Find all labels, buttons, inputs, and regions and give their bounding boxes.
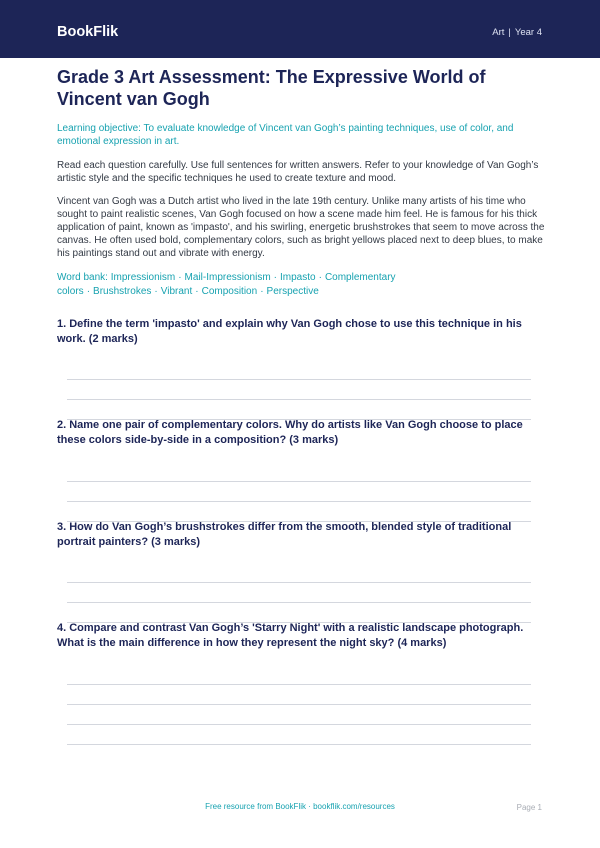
breadcrumb-separator: |: [508, 27, 511, 38]
word-bank-item: Impressionism: [110, 272, 176, 283]
word-bank-item: Perspective: [266, 286, 319, 297]
page-number: Page 1: [516, 803, 542, 812]
question-1: [57, 317, 543, 346]
answer-line[interactable]: [67, 481, 531, 482]
word-bank-separator: ·: [260, 286, 264, 297]
answer-line[interactable]: [67, 602, 531, 603]
word-bank-separator: ·: [154, 286, 158, 297]
word-bank-item: Brushstrokes: [93, 286, 152, 297]
word-bank-item: Impasto: [280, 272, 316, 283]
word-bank: [57, 271, 547, 299]
answer-line[interactable]: [67, 399, 531, 400]
question-number: 1.: [57, 318, 67, 330]
question-3: [57, 520, 543, 549]
footer-link[interactable]: Free resource from BookFlik · bookflik.com/resources: [205, 802, 395, 811]
answer-line[interactable]: [67, 379, 531, 380]
word-bank-separator: ·: [178, 272, 182, 283]
answer-line[interactable]: [67, 744, 531, 745]
question-text: Define the term 'impasto' and explain why Van Gogh chose to use this technique in his work. (2 marks): [57, 318, 522, 345]
word-bank-item: Vibrant: [160, 286, 193, 297]
header-bar: [0, 0, 600, 58]
answer-line[interactable]: [67, 501, 531, 502]
passage-paragraph: Vincent van Gogh was a Dutch artist who lived in the late 19th century. Unlike many artists of his time who sought to paint realistic scenes, Van Gogh focused on how a scene made him feel. He is famous for his thick application of paint, known as 'impasto', and his swirling, energetic brushstrokes that seem to move across the canvas. He often used bold, complementary colors, such as bright yellows placed next to deep blues, to make his paintings stand out and vibrate with energy.: [57, 196, 545, 259]
word-bank-separator: ·: [86, 286, 91, 297]
answer-line[interactable]: [67, 704, 531, 705]
page-title: Grade 3 Art Assessment: The Expressive World of Vincent van Gogh: [57, 67, 486, 109]
question-text: Name one pair of complementary colors. Why do artists like Van Gogh choose to place these colors side-by-side in a composition? (3 marks): [57, 419, 523, 446]
answer-line[interactable]: [67, 724, 531, 725]
question-number: 4.: [57, 622, 67, 634]
question-number: 2.: [57, 419, 67, 431]
answer-line[interactable]: [67, 684, 531, 685]
word-bank-label: Word bank:: [57, 272, 108, 283]
word-bank-item: Composition: [201, 286, 258, 297]
word-bank-separator: ·: [195, 286, 199, 297]
question-number: 3.: [57, 521, 67, 533]
year-label: Year 4: [514, 27, 542, 38]
question-text: Compare and contrast Van Gogh’s 'Starry Night' with a realistic landscape photograph. What is the main difference in how they represent the night sky? (4 marks): [57, 622, 524, 649]
instructions-paragraph: Read each question carefully. Use full sentences for written answers. Refer to your knowledge of Van Gogh’s artistic style and the specific techniques he used to create texture and mood.: [57, 160, 539, 184]
answer-line[interactable]: [67, 582, 531, 583]
question-4: [57, 621, 543, 650]
question-text: How do Van Gogh’s brushstrokes differ from the smooth, blended style of traditional portrait painters? (3 marks): [57, 521, 512, 548]
subject-label: Art: [492, 27, 505, 38]
brand-logo[interactable]: BookFlik: [57, 24, 119, 40]
learning-objective: Learning objective: To evaluate knowledge of Vincent van Gogh’s painting techniques, use of color, and emotional expression in art.: [57, 123, 514, 147]
breadcrumb: [492, 27, 542, 39]
word-bank-separator: ·: [318, 272, 322, 283]
word-bank-item: Complementary colors: [57, 272, 396, 297]
question-2: [57, 418, 543, 447]
word-bank-item: Mail-Impressionism: [184, 272, 271, 283]
word-bank-separator: ·: [273, 272, 278, 283]
